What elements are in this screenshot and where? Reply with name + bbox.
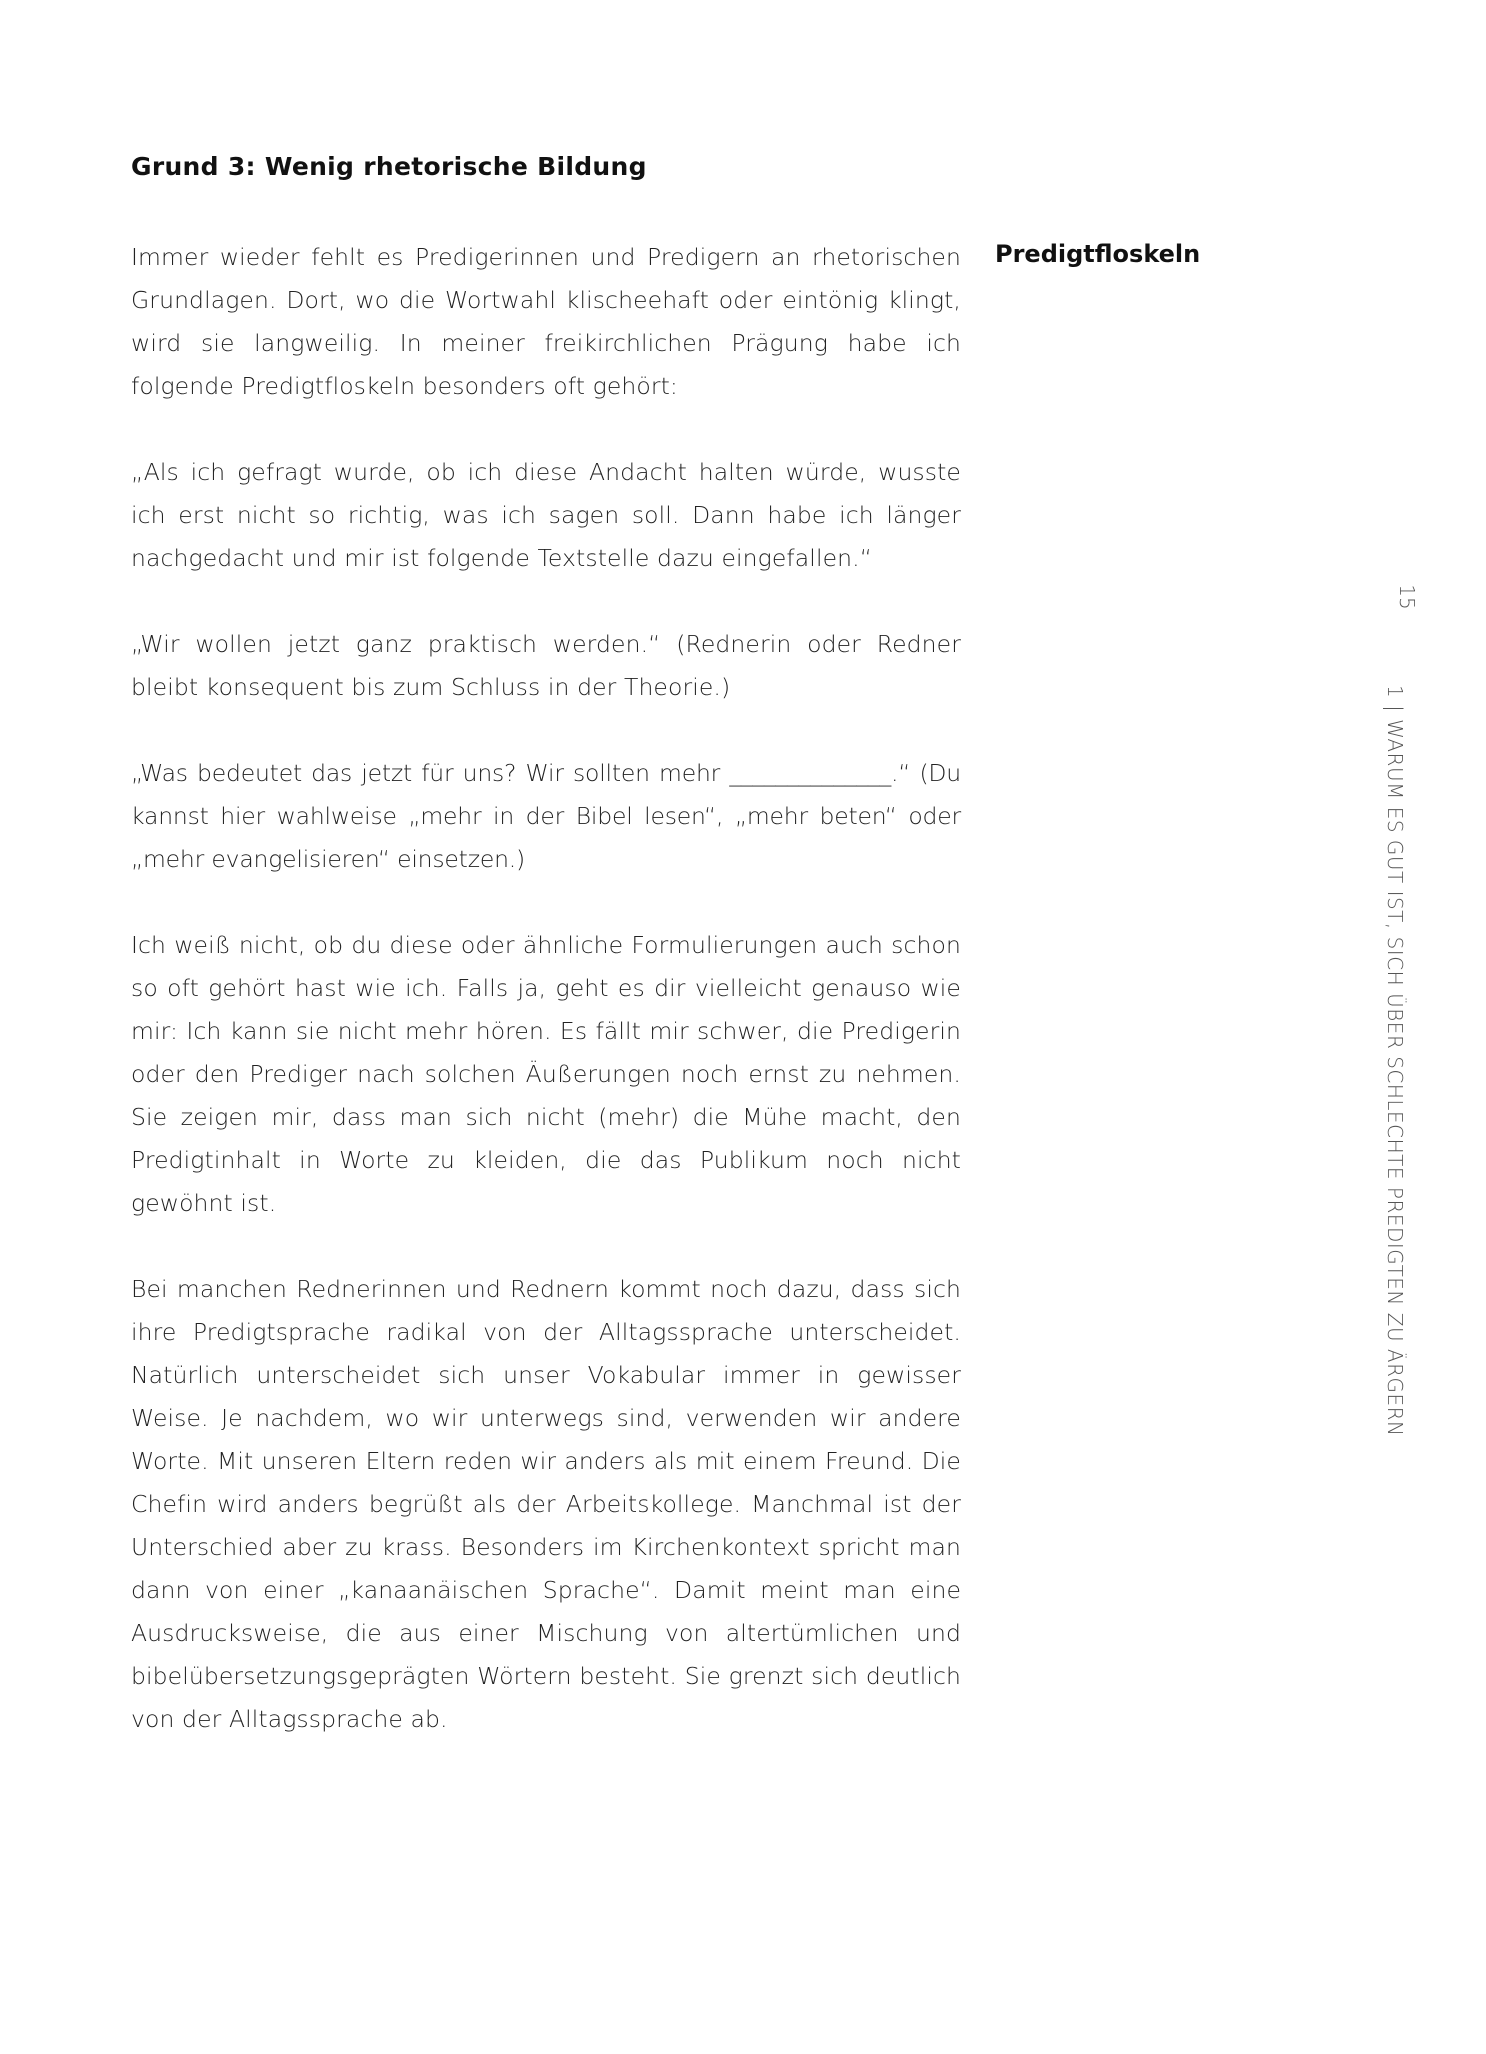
section-heading: Grund 3: Wenig rhetorische Bildung (131, 152, 647, 181)
paragraph-quote-mehr: „Was bedeutet das jetzt für uns? Wir sollten mehr ______________.“ (Du kannst hier wahlweise „mehr in der Bibel lesen“, „mehr beten“ oder „mehr evangelisieren“ einsetzen.) (131, 759, 961, 873)
page-number: 15 (1395, 584, 1419, 610)
margin-note: Predigtfloskeln (995, 240, 1201, 268)
body-text (131, 236, 961, 1784)
paragraph-kanaanaeisch: Bei manchen Rednerinnen und Rednern kommt noch dazu, dass sich ihre Predigtsprache radikal von der Alltagssprache unterscheidet. Natürlich unterscheidet sich unser Vokabular immer in gewisser Weise. Je nachdem, wo wir unterwegs sind, verwenden wir andere Worte. Mit unseren Eltern reden wir anders als mit einem Freund. Die Chefin wird anders begrüßt als der Arbeitskollege. Manchmal ist der Unterschied aber zu krass. Besonders im Kirchenkontext spricht man dann von einer „kanaanäischen Sprache“. Damit meint man eine Ausdrucksweise, die aus einer Mischung von altertümlichen und bibelübersetzungsgeprägten Wörtern besteht. Sie grenzt sich deutlich von der Alltagssprache ab. (131, 1275, 961, 1733)
paragraph-quote-andacht: „Als ich gefragt wurde, ob ich diese Andacht halten würde, wusste ich erst nicht so richtig, was ich sagen soll. Dann habe ich länger nachgedacht und mir ist folgende Textstelle dazu eingefallen.“ (131, 458, 961, 572)
paragraph-reflection: Ich weiß nicht, ob du diese oder ähnliche Formulierungen auch schon so oft gehört hast wie ich. Falls ja, geht es dir vielleicht genauso wie mir: Ich kann sie nicht mehr hören. Es fällt mir schwer, die Predigerin oder den Prediger nach solchen Äußerungen noch ernst zu nehmen. Sie zeigen mir, dass man sich nicht (mehr) die Mühe macht, den Predigtinhalt in Worte zu kleiden, die das Publikum noch nicht gewöhnt ist. (131, 931, 961, 1217)
paragraph-quote-praktisch: „Wir wollen jetzt ganz praktisch werden.“ (Rednerin oder Redner bleibt konsequent bis zum Schluss in der Theorie.) (131, 630, 961, 701)
paragraph-intro: Immer wieder fehlt es Predigerinnen und Predigern an rhetorischen Grundlagen. Dort, wo die Wortwahl klischeehaft oder eintönig klingt, wird sie langweilig. In meiner freikirchlichen Prägung habe ich folgende Predigtfloskeln besonders oft gehört: (131, 243, 961, 400)
chapter-running-head: 1 | WARUM ES GUT IST, SICH ÜBER SCHLECHTE PREDIGTEN ZU ÄRGERN (1383, 685, 1407, 1437)
